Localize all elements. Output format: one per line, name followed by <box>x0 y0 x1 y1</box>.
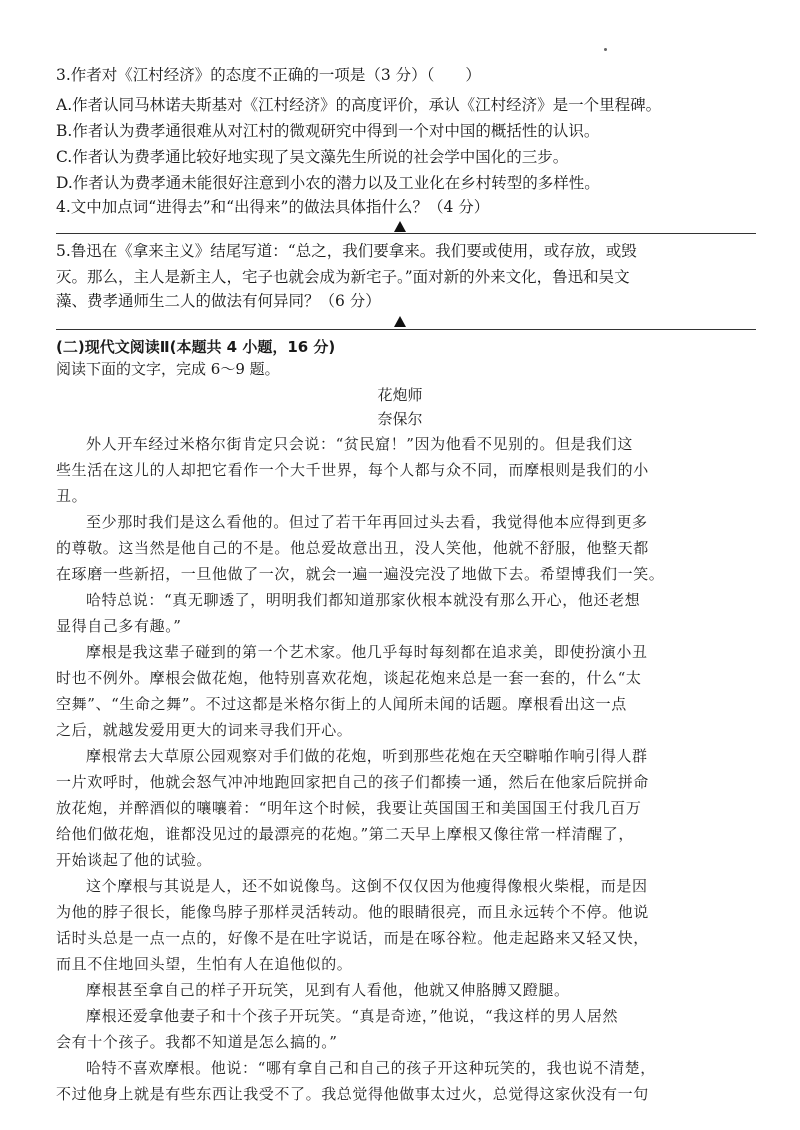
article-line: 摩根甚至拿自己的样子开玩笑，见到有人看他，他就又伸胳膊又蹬腿。 <box>86 981 570 999</box>
article-author: 奈保尔 <box>377 410 423 428</box>
article-line: 而且不住地回头望，生怕有人在追他似的。 <box>56 955 353 973</box>
article-line: 时也不例外。摩根会做花炮，他特别喜欢花炮，谈起花炮来总是一套一套的，什么“太 <box>56 669 642 687</box>
article-line: 会有十个孩子。我都不知道是怎么搞的。” <box>56 1033 338 1051</box>
article-line: 哈特总说：“真无聊透了，明明我们都知道那家伙根本就没有那么开心，他还老想 <box>86 591 641 609</box>
article-line: 在琢磨一些新招，一旦他做了一次，就会一遍一遍没完没了地做下去。希望博我们一笑。 <box>56 565 665 583</box>
article-line: 摩根还爱拿他妻子和十个孩子开玩笑。“真是奇迹，”他说，“我这样的男人居然 <box>86 1007 619 1025</box>
article-line: 为他的脖子很长，能像鸟脖子那样灵活转动。他的眼睛很亮，而且永远转个不停。他说 <box>56 903 649 921</box>
question-3 <box>56 64 756 86</box>
question-3-prefix: 3.作者对《江村经济》的态度 <box>56 66 257 84</box>
article-title: 花炮师 <box>377 386 423 404</box>
dotted-char: 正 <box>272 66 288 84</box>
scan-speck <box>604 48 607 51</box>
article-line: 之后，就越发爱用更大的词来寻我们开心。 <box>56 721 353 739</box>
article-line: 摩根常去大草原公园观察对手们做的花炮，听到那些花炮在天空噼啪作响引得人群 <box>86 747 648 765</box>
article-line: 一片欢呼时，他就会怒气冲冲地跑回家把自己的孩子们都揍一通，然后在他家后院拼命 <box>56 773 649 791</box>
article-line: 摩根是我这辈子碰到的第一个艺术家。他几乎每时每刻都在追求美，即使扮演小丑 <box>86 643 648 661</box>
article-line: 这个摩根与其说是人，还不如说像鸟。这倒不仅仅因为他瘦得像根火柴棍，而是因 <box>86 877 648 895</box>
article-line: 空舞”、“生命之舞”。不过这都是米格尔街上的人闻所未闻的话题。摩根看出这一点 <box>56 695 627 713</box>
article-line: 话时头总是一点一点的，好像不是在吐字说话，而是在啄谷粒。他走起路来又轻又快， <box>56 929 649 947</box>
article-line: 给他们做花炮，谁都没见过的最漂亮的花炮。”第二天早上摩根又像往常一样清醒了， <box>56 825 634 843</box>
answer-line <box>56 329 756 330</box>
article-line: 开始谈起了他的试验。 <box>56 851 213 869</box>
option-b: B.作者认为费孝通很难从对江村的微观研究中得到一个对中国的概括性的认识。 <box>56 122 600 140</box>
question-5-line-3: 藻、费孝通师生二人的做法有何异同？（6 分） <box>56 292 381 310</box>
section-2-title: (二)现代文阅读Ⅱ(本题共 4 小题，16 分) <box>56 338 336 356</box>
article-line: 丑。 <box>56 487 88 505</box>
article-line: 外人开车经过米格尔街肯定只会说：“贫民窟！”因为他看不见别的。但是我们这 <box>86 435 633 453</box>
article-line: 显得自己多有趣。” <box>56 617 182 635</box>
question-5-line-1: 5.鲁迅在《拿来主义》结尾写道：“总之，我们要拿来。我们要或使用，或存放，或毁 <box>56 242 637 260</box>
article-line: 至少那时我们是这么看他的。但过了若干年再回过头去看，我觉得他本应得到更多 <box>86 513 648 531</box>
question-3-suffix: 的一项是（3 分）（ ） <box>303 66 481 84</box>
option-a: A.作者认同马林诺夫斯基对《江村经济》的高度评价，承认《江村经济》是一个里程碑。 <box>56 96 662 114</box>
answer-line <box>56 233 756 234</box>
article-line: 的尊敬。这当然是他自己的不是。他总爱故意出丑，没人笑他，他就不舒服，他整天都 <box>56 539 649 557</box>
option-c: C.作者认为费孝通比较好地实现了吴文藻先生所说的社会学中国化的三步。 <box>56 148 569 166</box>
question-5-line-2: 灭。那么，主人是新主人，宅子也就会成为新宅子。”面对新的外来文化，鲁迅和吴文 <box>56 268 630 286</box>
answer-triangle-icon <box>394 221 406 232</box>
option-d: D.作者认为费孝通未能很好注意到小农的潜力以及工业化在乡村转型的多样性。 <box>56 174 600 192</box>
article-line: 哈特不喜欢摩根。他说：“哪有拿自己和自己的孩子开这种玩笑的，我也说不清楚， <box>86 1059 656 1077</box>
dotted-char: 确 <box>288 66 304 84</box>
question-4: 4.文中加点词“进得去”和“出得来”的做法具体指什么？（4 分） <box>56 198 490 216</box>
article-line: 放花炮，并醉酒似的嚷嚷着：“明年这个时候，我要让英国国王和美国国王付我几百万 <box>56 799 642 817</box>
article-line: 不过他身上就是有些东西让我受不了。我总觉得他做事太过火，总觉得这家伙没有一句 <box>56 1085 649 1103</box>
article-line: 些生活在这儿的人却把它看作一个大千世界，每个人都与众不同，而摩根则是我们的小 <box>56 461 649 479</box>
answer-triangle-icon <box>394 316 406 327</box>
section-2-instruction: 阅读下面的文字，完成 6～9 题。 <box>56 360 280 378</box>
dotted-char: 不 <box>257 66 273 84</box>
